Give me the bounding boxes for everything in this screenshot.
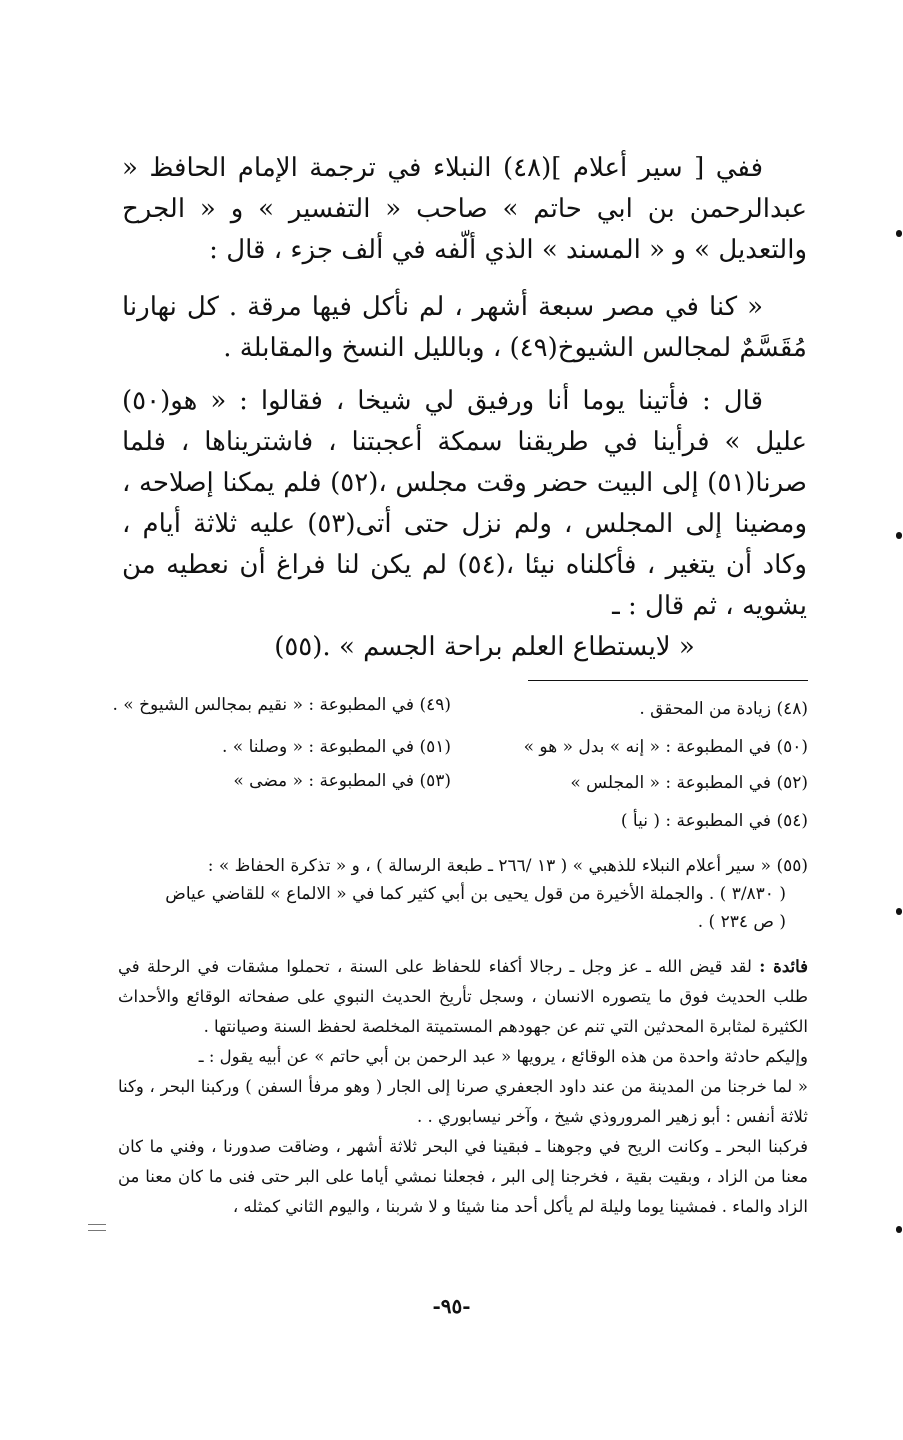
page-number: -٩٥- [432,1294,471,1318]
paragraph-quote: « كنا في مصر سبعة أشهر ، لم نأكل فيها مرقة . كل نهارنا مُقَسَّمٌ لمجالس الشيوخ(٤٩) ، وبالليل النسخ والمقابلة . [122,292,807,363]
footnote-50: (٥٠) في المطبوعة : « إنه » بدل « هو » [523,737,808,757]
faida-section [118,952,808,1222]
scan-mark [896,230,902,237]
footnote-55-line-1: (٥٥) « سير أعلام النبلاء للذهبي » ( ١٣ /٢٦٦ ـ طبعة الرسالة ) ، و « تذكرة الحفاظ » : [207,856,808,876]
scan-mark [896,908,902,915]
footnote-54: (٥٤) في المطبوعة : ( نيأ ) [620,811,808,831]
faida-text-1: لقد قيض الله ـ عز وجل ـ رجالا أكفاء للحفاظ على السنة ، تحملوا مشقات في الرحلة في طلب الحديث فوق ما يتصوره الانسان ، وسجل تأريخ الحديث النبوي على صفحاته الوقائع والأحداث الكثيرة لمثابرة المحدثين التي تنم عن جهودهم المستميتة المخلصة لحفظ السنة وصيانتها . [118,957,808,1036]
footnote-separator [528,680,808,681]
footnote-48: (٤٨) زيادة من المحقق . [639,699,808,719]
faida-paragraph-3: « لما خرجنا من المدينة من عند داود الجعفري صرنا إلى الجار ( وهو مرفأ السفن ) وركبنا البحر ، وكنا ثلاثة أنفس : أبو زهير المروروذي شيخ ، وآخر نيسابوري . . [118,1077,808,1126]
scan-mark [896,532,902,539]
paragraph-intro: ففي [ سير أعلام ](٤٨) النبلاء في ترجمة الإمام الحافظ « عبدالرحمن بن ابي حاتم » صاحب « التفسير » و « الجرح والتعديل » و « المسند » الذي ألّفه في ألف جزء ، قال : [122,153,807,265]
main-text [122,148,807,668]
faida-paragraph-1 [118,952,808,1042]
footnote-52: (٥٢) في المطبوعة : « المجلس » [570,773,808,793]
footnote-51: (٥١) في المطبوعة : « وصلنا » . [221,737,451,757]
paragraph-story: قال : فأتينا يوما أنا ورفيق لي شيخا ، فقالوا : « هو(٥٠) عليل » فرأينا في طريقنا سمكة أعجبتنا ، فاشتريناها ، فلما صرنا(٥١) إلى البيت حضر وقت مجلس ،(٥٢) فلم يمكنا إصلاحه ، ومضينا إلى المجلس ، ولم نزل حتى أتى(٥٣) عليه ثلاثة أيام ، وكاد أن يتغير ، فأكلناه نيئا ،(٥٤) لم يكن لنا فراغ أن نعطيه من يشويه ، ثم قال : ـ [122,386,807,621]
scan-mark [896,1226,902,1233]
paragraph-saying: « لايستطاع العلم براحة الجسم » .(٥٥) [274,632,695,662]
faida-label: فائدة : [759,957,808,976]
scan-mark [88,1224,106,1225]
faida-paragraph-2: وإليكم حادثة واحدة من هذه الوقائع ، يرويها « عبد الرحمن بن أبي حاتم » عن أبيه يقول : ـ [198,1047,808,1066]
footnote-55 [118,852,808,936]
footnote-55-line-3: ( ص ٢٣٤ ) . [697,912,786,932]
footnote-53: (٥٣) في المطبوعة : « مضى » [233,771,451,791]
faida-paragraph-4: فركبنا البحر ـ وكانت الريح في وجوهنا ـ فبقينا في البحر ثلاثة أشهر ، وضاقت صدورنا ، وفني ما كان معنا من الزاد ، وبقيت بقية ، فخرجنا إلى البر ، فجعلنا نمشي أياما على البر حتى فنى ما كان معنا من الزاد والماء . فمشينا يوما وليلة لم يأكل أحد منا شيئا و لا شربنا ، واليوم الثاني كمثله ، [118,1137,808,1216]
footnote-55-line-2: ( ٣/٨٣٠ ) . والجملة الأخيرة من قول يحيى بن أبي كثير كما في « الالماع » للقاضي عياض [165,884,786,904]
scan-mark [88,1230,106,1231]
footnote-49: (٤٩) في المطبوعة : « نقيم بمجالس الشيوخ » . [112,695,451,715]
